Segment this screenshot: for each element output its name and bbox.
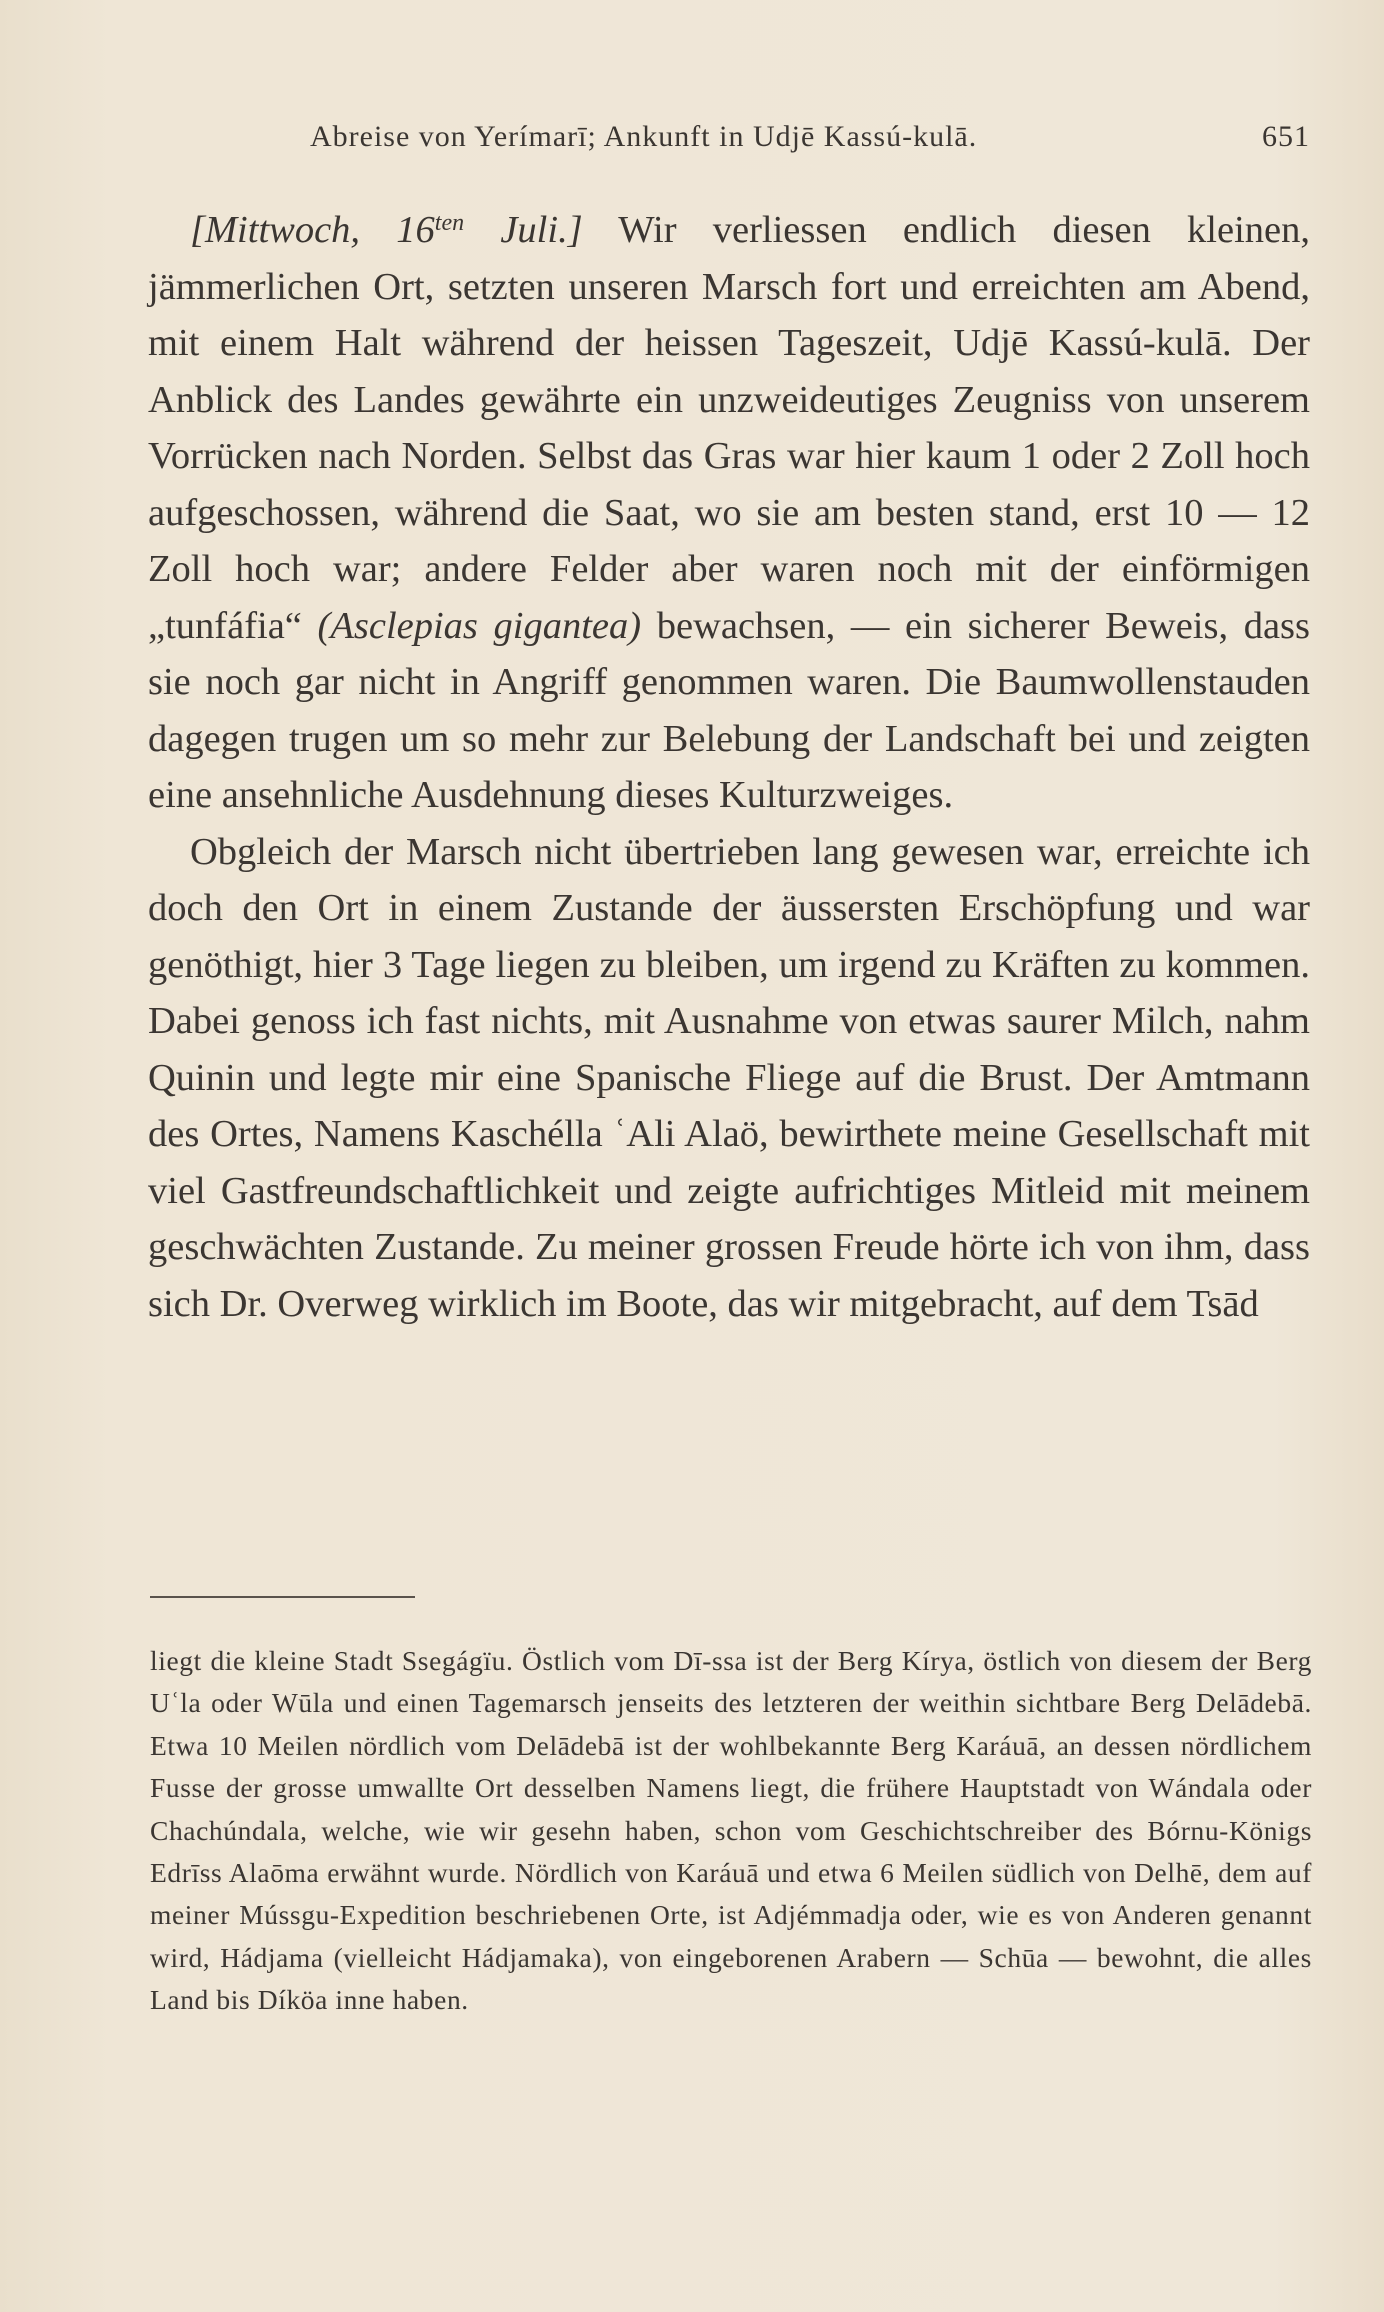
footnote-text: liegt die kleine Stadt Ssegágïu. Östlich vom Dī-ssa ist der Berg Kírya, östlich von diesem der Berg Uʿla oder Wūla und einen Tagemarsch jenseits des letzteren der weithin sichtbare Berg Delādebā. Etwa 10 Meilen nördlich vom Delādebā ist der wohlbekannte Berg Karáuā, an dessen nördlichem Fusse der grosse umwallte Ort desselben Namens liegt, die frühere Hauptstadt von Wándala oder Chachúndala, welche, wie wir gesehn haben, schon vom Geschichtschreiber des Bórnu-Königs Edrīss Alaōma erwähnt wurde. Nördlich von Karáuā und etwa 6 Meilen südlich von Delhē, dem auf meiner Mússgu-Expedition beschriebenen Orte, ist Adjémmadja oder, wie es von Anderen genannt wird, Hádjama (vielleicht Hádjamaka), von eingeborenen Arabern — Schūa — bewohnt, die alles Land bis Díköa inne haben. [150, 1645, 1312, 2016]
paragraph-1-text-a: Wir verliessen endlich diesen kleinen, jämmerlichen Ort, setzten unseren Marsch fort und erreichten am Abend, mit einem Halt während der heissen Tageszeit, Udjē Kassú-kulā. Der Anblick des Landes gewährte ein unzweideutiges Zeugniss von unserem Vorrücken nach Norden. Selbst das Gras war hier kaum 1 oder 2 Zoll hoch aufgeschossen, während die Saat, wo sie am besten stand, erst 10 — 12 Zoll hoch war; andere Felder aber waren noch mit der einförmigen „tunfáfia“ [148, 209, 1310, 647]
paragraph-1-text-b: bewachsen, — ein sicherer Beweis, dass sie noch gar nicht in Angriff genommen waren. Die Baumwollenstauden dagegen trugen um so mehr zur Belebung der Landschaft bei und zeigten eine ansehnliche Ausdehnung dieses Kulturzweiges. [148, 604, 1311, 816]
paragraph-2: Obgleich der Marsch nicht übertrieben lang gewesen war, erreichte ich doch den Ort in einem Zustande der äussersten Erschöpfung und war genöthigt, hier 3 Tage liegen zu bleiben, um irgend zu Kräften zu kommen. Dabei genoss ich fast nichts, mit Ausnahme von etwas saurer Milch, nahm Quinin und legte mir eine Spanische Fliege auf die Brust. Der Amtmann des Ortes, Namens Kaschélla ʿAli Alaö, bewirthete meine Gesellschaft mit viel Gastfreundschaftlichkeit und zeigte aufrichtiges Mitleid mit meinem geschwächten Zustande. Zu meiner grossen Freude hörte ich von ihm, dass sich Dr. Overweg wirklich im Boote, das wir mitgebracht, auf dem Tsād [148, 830, 1310, 1325]
footnote-separator [150, 1596, 415, 1598]
main-text [148, 195, 1310, 1332]
running-header [150, 120, 1310, 160]
footnote [150, 1640, 1312, 2022]
dateline-close-bracket: ] [567, 209, 583, 251]
dateline [190, 209, 583, 251]
page-number: 651 [1262, 120, 1310, 153]
species-name: (Asclepias gigantea) [317, 604, 642, 647]
dateline-open-bracket: [ [190, 209, 205, 251]
dateline-month: Juli. [500, 209, 568, 251]
dateline-superscript: ten [434, 210, 465, 236]
running-title: Abreise von Yerímarī; Ankunft in Udjē Kassú-kulā. [310, 120, 978, 153]
paragraph-1 [148, 195, 1310, 824]
dateline-number: 16 [396, 209, 435, 251]
dateline-day: Mittwoch, [204, 209, 361, 251]
